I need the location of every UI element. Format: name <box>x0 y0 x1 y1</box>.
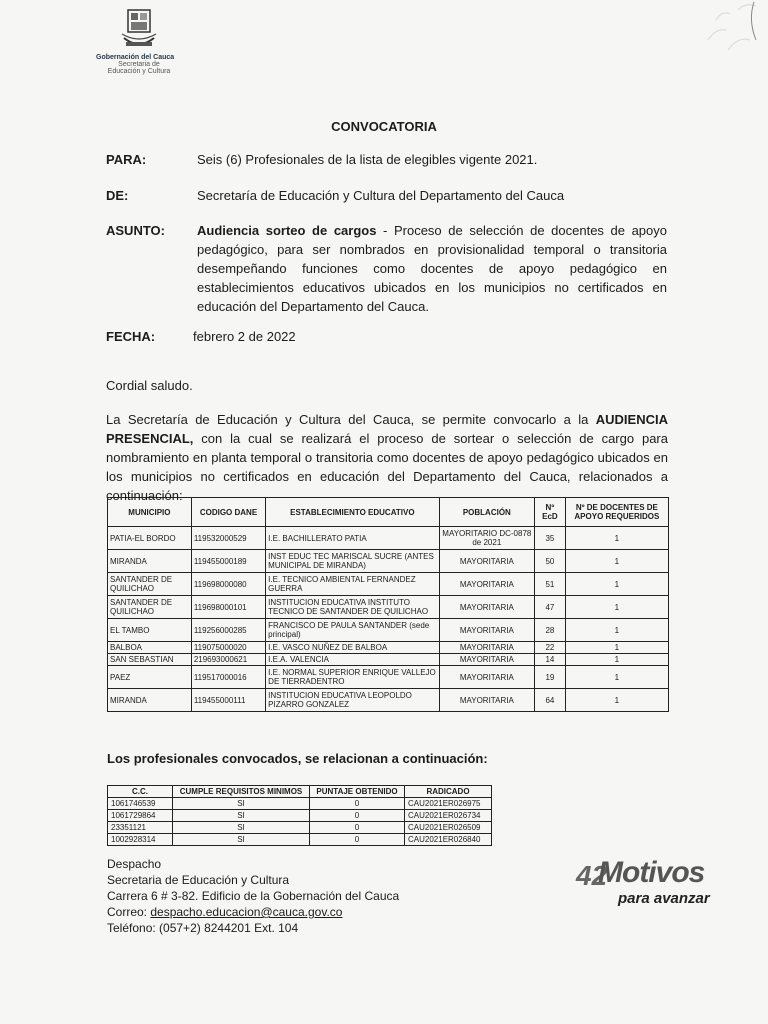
column-header: ESTABLECIMIENTO EDUCATIVO <box>266 498 439 527</box>
table-cell: 1061746539 <box>108 798 173 810</box>
table-cell: 22 <box>535 642 566 654</box>
table-cell: MIRANDA <box>108 689 192 712</box>
schools-table <box>107 497 669 712</box>
table-row <box>108 822 492 834</box>
table-cell: 1002928314 <box>108 834 173 846</box>
table-cell: 119455000111 <box>191 689 265 712</box>
table-cell: EL TAMBO <box>108 619 192 642</box>
table-cell: 119455000189 <box>191 550 265 573</box>
table-cell: INST EDUC TEC MARISCAL SUCRE (ANTES MUNICIPAL DE MIRANDA) <box>266 550 439 573</box>
logo-title: Gobernación del Cauca <box>96 54 175 61</box>
table-cell: 64 <box>535 689 566 712</box>
motivos-word: Motivos <box>598 856 705 889</box>
table-cell: BALBOA <box>108 642 192 654</box>
fecha-value: febrero 2 de 2022 <box>193 329 296 344</box>
table-cell: 219693000621 <box>191 654 265 666</box>
table-cell: MAYORITARIA <box>439 689 535 712</box>
professionals-table <box>107 785 492 846</box>
table-cell: MAYORITARIA <box>439 654 535 666</box>
asunto-value <box>197 221 667 316</box>
table-cell: SI <box>173 834 310 846</box>
column-header: CODIGO DANE <box>191 498 265 527</box>
table-cell: PATIA-EL BORDO <box>108 527 192 550</box>
de-value: Secretaría de Educación y Cultura del Departamento del Cauca <box>197 188 565 203</box>
decorative-marks <box>638 0 768 80</box>
table-row <box>108 619 669 642</box>
table-cell: INSTITUCION EDUCATIVA LEOPOLDO PIZARRO GONZALEZ <box>266 689 439 712</box>
greeting: Cordial saludo. <box>106 378 193 393</box>
table-cell: 23351121 <box>108 822 173 834</box>
section-title: Los profesionales convocados, se relacionan a continuación: <box>107 751 488 766</box>
table-cell: 1 <box>565 527 668 550</box>
table-cell: 119698000080 <box>191 573 265 596</box>
footer-line: Teléfono: (057+2) 8244201 Ext. 104 <box>107 921 299 935</box>
motivos-number: 42 <box>576 860 608 891</box>
table-row <box>108 654 669 666</box>
table-row <box>108 527 669 550</box>
document-title: CONVOCATORIA <box>331 119 437 134</box>
asunto-bold: Audiencia sorteo de cargos <box>197 223 377 238</box>
table-cell: 119698000101 <box>191 596 265 619</box>
table-cell: 1 <box>565 654 668 666</box>
table-row <box>108 689 669 712</box>
table-cell: I.E. VASCO NUÑEZ DE BALBOA <box>266 642 439 654</box>
column-header: CUMPLE REQUISITOS MINIMOS <box>173 786 310 798</box>
table-cell: I.E. NORMAL SUPERIOR ENRIQUE VALLEJO DE TIERRADENTRO <box>266 666 439 689</box>
column-header: Nº DE DOCENTES DE APOYO REQUERIDOS <box>565 498 668 527</box>
table-cell: 35 <box>535 527 566 550</box>
table-cell: MAYORITARIO DC-0878 de 2021 <box>439 527 535 550</box>
footer-email-line <box>107 904 399 920</box>
email-link[interactable]: despacho.educacion@cauca.gov.co <box>150 905 343 919</box>
table-cell: FRANCISCO DE PAULA SANTANDER (sede principal) <box>266 619 439 642</box>
table-cell: SI <box>173 822 310 834</box>
footer-line: Carrera 6 # 3-82. Edificio de la Gobernación del Cauca <box>107 889 400 903</box>
table-row <box>108 834 492 846</box>
table-header-row <box>108 498 669 527</box>
table-cell: 1 <box>565 689 668 712</box>
motivos-logo <box>576 856 726 912</box>
table-cell: MAYORITARIA <box>439 550 535 573</box>
table-cell: SI <box>173 798 310 810</box>
table-cell: CAU2021ER026734 <box>405 810 492 822</box>
table-cell: 119517000016 <box>191 666 265 689</box>
logo-subtitle: Educación y Cultura <box>107 68 171 75</box>
para-label: PARA: <box>106 152 147 167</box>
table-cell: SANTANDER DE QUILICHAO <box>108 573 192 596</box>
intro-text: La Secretaría de Educación y Cultura del Cauca, se permite convocarlo a la <box>106 412 596 427</box>
table-cell: SANTANDER DE QUILICHAO <box>108 596 192 619</box>
coat-of-arms-icon <box>120 8 158 52</box>
table-cell: 28 <box>535 619 566 642</box>
table-cell: 1 <box>565 596 668 619</box>
table-cell: I.E. TECNICO AMBIENTAL FERNANDEZ GUERRA <box>266 573 439 596</box>
column-header: PUNTAJE OBTENIDO <box>310 786 405 798</box>
table-row <box>108 666 669 689</box>
table-row <box>108 596 669 619</box>
intro-bold: AUDIENCIA PRESENCIAL, <box>106 412 668 446</box>
column-header: MUNICIPIO <box>108 498 192 527</box>
table-cell: CAU2021ER026840 <box>405 834 492 846</box>
para-value: Seis (6) Profesionales de la lista de elegibles vigente 2021. <box>197 152 538 167</box>
table-cell: MAYORITARIA <box>439 642 535 654</box>
table-cell: 0 <box>310 798 405 810</box>
table-row <box>108 798 492 810</box>
table-cell: SI <box>173 810 310 822</box>
column-header: POBLACIÓN <box>439 498 535 527</box>
column-header: Nº EcD <box>535 498 566 527</box>
institution-logo <box>96 8 175 75</box>
motivos-subtitle: para avanzar <box>618 890 710 907</box>
table-cell: SAN SEBASTIAN <box>108 654 192 666</box>
table-cell: 1 <box>565 573 668 596</box>
de-label: DE: <box>106 188 129 203</box>
table-cell: MAYORITARIA <box>439 666 535 689</box>
table-cell: PAEZ <box>108 666 192 689</box>
table-cell: MAYORITARIA <box>439 573 535 596</box>
fecha-label: FECHA: <box>106 329 156 344</box>
table-cell: MAYORITARIA <box>439 619 535 642</box>
table-cell: MIRANDA <box>108 550 192 573</box>
intro-paragraph <box>106 410 668 505</box>
table-row <box>108 810 492 822</box>
intro-text: con la cual se realizará el proceso de sortear o selección de cargo para nombramiento en planta temporal o transitoria como docentes de apoyo pedagógico ubicados en los municipios no certificados en educación del Departamento del Cauca, relacionados a continuación: <box>106 431 668 503</box>
table-cell: CAU2021ER026509 <box>405 822 492 834</box>
table-cell: 51 <box>535 573 566 596</box>
table-cell: 1 <box>565 666 668 689</box>
table-cell: 0 <box>310 834 405 846</box>
table-cell: 0 <box>310 822 405 834</box>
logo-subtitle: Secretaria de <box>118 61 160 68</box>
table-row <box>108 573 669 596</box>
column-header: RADICADO <box>405 786 492 798</box>
table-cell: 119075000020 <box>191 642 265 654</box>
table-cell: 0 <box>310 810 405 822</box>
table-cell: 14 <box>535 654 566 666</box>
footer-line: Secretaria de Educación y Cultura <box>107 873 290 887</box>
table-cell: 1 <box>565 619 668 642</box>
column-header: C.C. <box>108 786 173 798</box>
table-cell: 1 <box>565 550 668 573</box>
table-cell: 1061729864 <box>108 810 173 822</box>
contact-footer <box>107 856 399 936</box>
table-row <box>108 550 669 573</box>
table-header-row <box>108 786 492 798</box>
table-cell: MAYORITARIA <box>439 596 535 619</box>
table-row <box>108 642 669 654</box>
email-label: Correo: <box>107 905 151 919</box>
table-cell: CAU2021ER026975 <box>405 798 492 810</box>
footer-line: Despacho <box>107 857 162 871</box>
table-cell: 19 <box>535 666 566 689</box>
table-cell: 50 <box>535 550 566 573</box>
table-cell: I.E. BACHILLERATO PATIA <box>266 527 439 550</box>
asunto-label: ASUNTO: <box>106 223 165 238</box>
table-cell: 119532000529 <box>191 527 265 550</box>
table-cell: 119256000285 <box>191 619 265 642</box>
table-cell: 1 <box>565 642 668 654</box>
table-cell: INSTITUCION EDUCATIVA INSTITUTO TECNICO DE SANTANDER DE QUILICHAO <box>266 596 439 619</box>
table-cell: I.E.A. VALENCIA <box>266 654 439 666</box>
asunto-text: - Proceso de selección de docentes de apoyo pedagógico, para ser nombrados en provisionalidad temporal o transitoria desempeñando funciones como docentes de apoyo pedagógico en establecimientos educativos ubicados en los municipios no certificados en educación del Departamento del Cauca. <box>197 223 667 314</box>
table-cell: 47 <box>535 596 566 619</box>
